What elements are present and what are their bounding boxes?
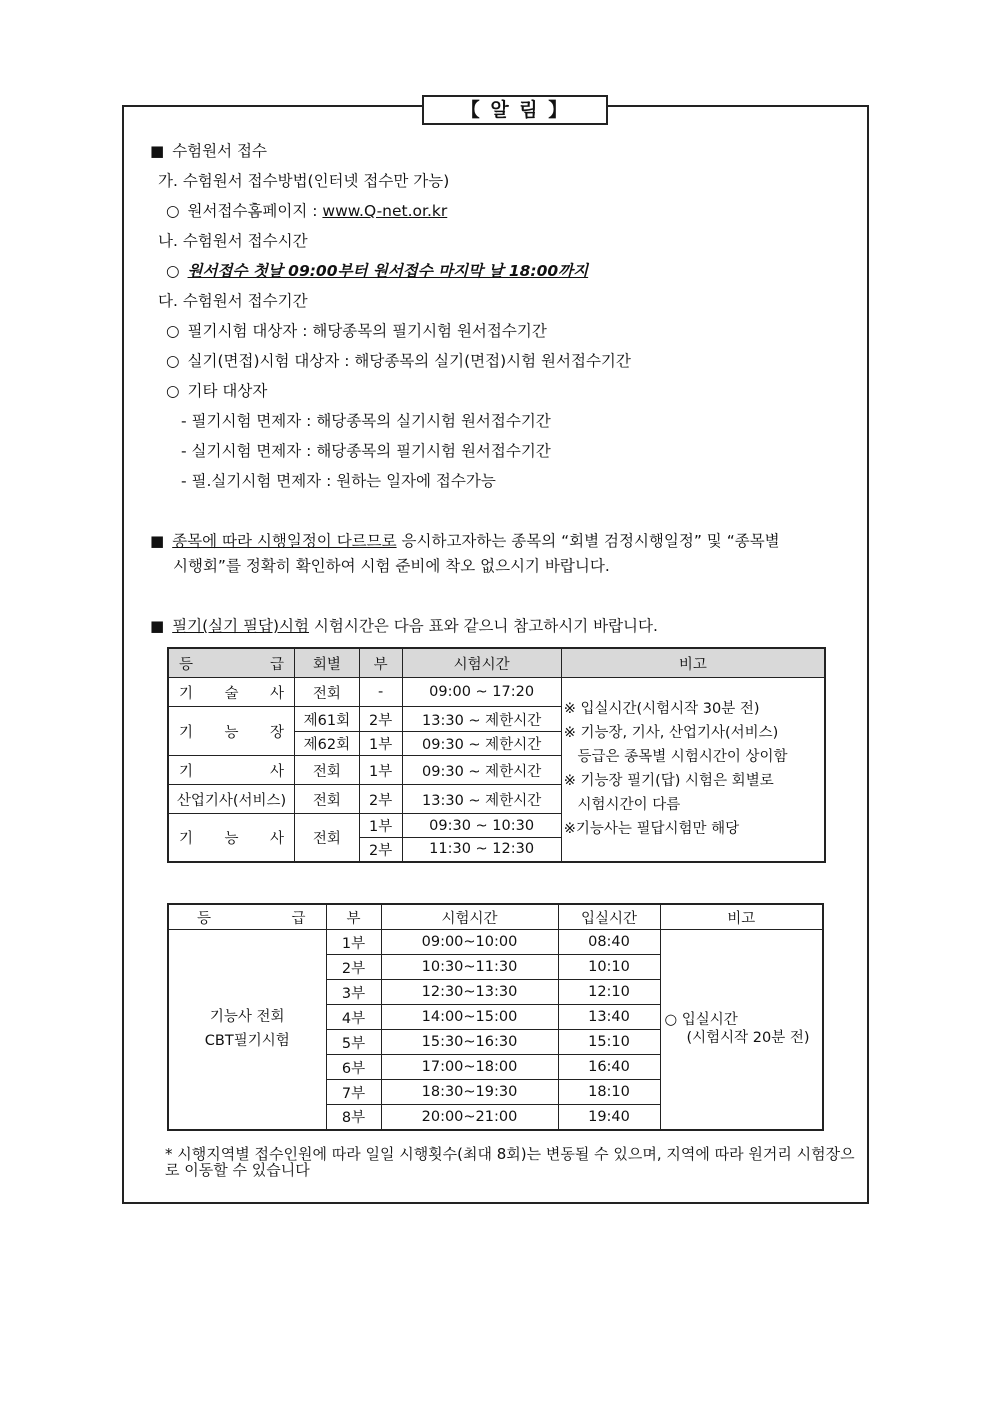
section2-line1: ■ 종목에 따라 시행일정이 다르므로 응시하고자하는 종목의 “회별 검정시행일정” 및 “종목별 [150,532,780,550]
time-cell: 11:30 ~ 12:30 [402,838,561,862]
exam-time-table [167,647,826,863]
entry-cell: 19:40 [558,1105,660,1130]
section2-line2: 시행회”를 정확히 확인하여 시험 준비에 착오 없으시기 바랍니다. [173,557,610,575]
time-cell: 09:30 ~ 10:30 [402,814,561,838]
time-cell: 20:00~21:00 [381,1105,558,1130]
session-cell: 제61회 [295,707,360,732]
part-cell: 1부 [359,814,402,838]
time-cell: 14:00~15:00 [381,1005,558,1030]
part-cell: 2부 [359,707,402,732]
time-cell: 17:00~18:00 [381,1055,558,1080]
section1-c-item1: ○ 필기시험 대상자 : 해당종목의 필기시험 원서접수기간 [166,322,547,340]
part-cell: 4부 [326,1005,381,1030]
part-cell: 1부 [359,756,402,785]
time-cell: 09:00 ~ 17:20 [402,678,561,707]
part-cell: 7부 [326,1080,381,1105]
remark-cell: ○ 입실시간 (시험시작 20분 전) [660,930,823,1130]
circle-bullet-icon: ○ [166,352,180,370]
time-cell: 10:30~11:30 [381,955,558,980]
header-grade: 등 급 [168,648,295,678]
grade-cell: 기 사 [168,756,295,785]
header-time: 시험시간 [381,904,558,930]
square-bullet-icon: ■ [150,617,165,635]
remark-cell: ※ 입실시간(시험시작 30분 전) ※ 기능장, 기사, 산업기사(서비스) 등급은 종목별 시험시간이 상이함 ※ 기능장 필기(답) 시험은 회별로 시험시간이 다름 ※기능사는 필답시험만 해당 [561,678,825,862]
time-cell: 09:30 ~ 제한시간 [402,756,561,785]
section1-b-item: ○ 원서접수 첫날 09:00부터 원서접수 마지막 날 18:00까지 [166,262,589,280]
header-remark: 비고 [660,904,823,930]
header-grade: 등 급 [168,904,326,930]
part-cell: 6부 [326,1055,381,1080]
grade-cell: 기 능 사 [168,814,295,862]
notice-title: 【 알 림 】 [422,95,608,125]
part-cell: 8부 [326,1105,381,1130]
time-cell: 12:30~13:30 [381,980,558,1005]
section1-c-item2: ○ 실기(면접)시험 대상자 : 해당종목의 실기(면접)시험 원서접수기간 [166,352,631,370]
header-part: 부 [359,648,402,678]
time-cell: 09:30 ~ 제한시간 [402,732,561,756]
session-cell: 전회 [295,678,360,707]
entry-cell: 12:10 [558,980,660,1005]
session-cell: 전회 [295,785,360,814]
section1-c-sub2: - 실기시험 면제자 : 해당종목의 필기시험 원서접수기간 [181,442,551,460]
session-cell: 제62회 [295,732,360,756]
grade-cell: 기 능 장 [168,707,295,756]
time-cell: 09:00~10:00 [381,930,558,955]
circle-bullet-icon: ○ [166,202,180,220]
session-cell: 전회 [295,814,360,862]
part-cell: 5부 [326,1030,381,1055]
grade-cell: 산업기사(서비스) [168,785,295,814]
cbt-schedule-table [167,903,824,1131]
square-bullet-icon: ■ [150,532,165,550]
header-time: 시험시간 [402,648,561,678]
part-cell: 2부 [359,838,402,862]
header-part: 부 [326,904,381,930]
entry-cell: 13:40 [558,1005,660,1030]
header-remark: 비고 [561,648,825,678]
qnet-link[interactable]: www.Q-net.or.kr [322,202,448,220]
part-cell: 1부 [359,732,402,756]
grade-cell: 기능사 전회 CBT필기시험 [168,930,326,1130]
section1-c-item3: ○ 기타 대상자 [166,382,268,400]
section1-a: 가. 수험원서 접수방법(인터넷 접수만 가능) [158,172,450,190]
part-cell: - [359,678,402,707]
entry-cell: 15:10 [558,1030,660,1055]
grade-cell: 기 술 사 [168,678,295,707]
footnote: * 시행지역별 접수인원에 따라 일일 시행횟수(최대 8회)는 변동될 수 있으며, 지역에 따라 원거리 시험장으로 이동할 수 있습니다 [165,1145,855,1179]
circle-bullet-icon: ○ [166,382,180,400]
section1-c-sub3: - 필.실기시험 면제자 : 원하는 일자에 접수가능 [181,472,496,490]
entry-cell: 16:40 [558,1055,660,1080]
time-cell: 13:30 ~ 제한시간 [402,707,561,732]
entry-cell: 18:10 [558,1080,660,1105]
section1-c-sub1: - 필기시험 면제자 : 해당종목의 실기시험 원서접수기간 [181,412,551,430]
entry-cell: 10:10 [558,955,660,980]
section1-c: 다. 수험원서 접수기간 [158,292,308,310]
time-cell: 15:30~16:30 [381,1030,558,1055]
time-cell: 18:30~19:30 [381,1080,558,1105]
section1-a-item: ○ 원서접수홈페이지 : www.Q-net.or.kr [166,202,448,220]
circle-bullet-icon: ○ [166,262,180,280]
part-cell: 1부 [326,930,381,955]
session-cell: 전회 [295,756,360,785]
entry-cell: 08:40 [558,930,660,955]
circle-bullet-icon: ○ [166,322,180,340]
part-cell: 2부 [359,785,402,814]
part-cell: 2부 [326,955,381,980]
section3-heading: ■ 필기(실기 필답)시험 시험시간은 다음 표와 같으니 참고하시기 바랍니다. [150,617,658,635]
time-cell: 13:30 ~ 제한시간 [402,785,561,814]
square-bullet-icon: ■ [150,142,165,160]
part-cell: 3부 [326,980,381,1005]
header-session: 회별 [295,648,360,678]
section1-b: 나. 수험원서 접수시간 [158,232,308,250]
section1-heading: ■ 수험원서 접수 [150,142,267,160]
header-entry: 입실시간 [558,904,660,930]
